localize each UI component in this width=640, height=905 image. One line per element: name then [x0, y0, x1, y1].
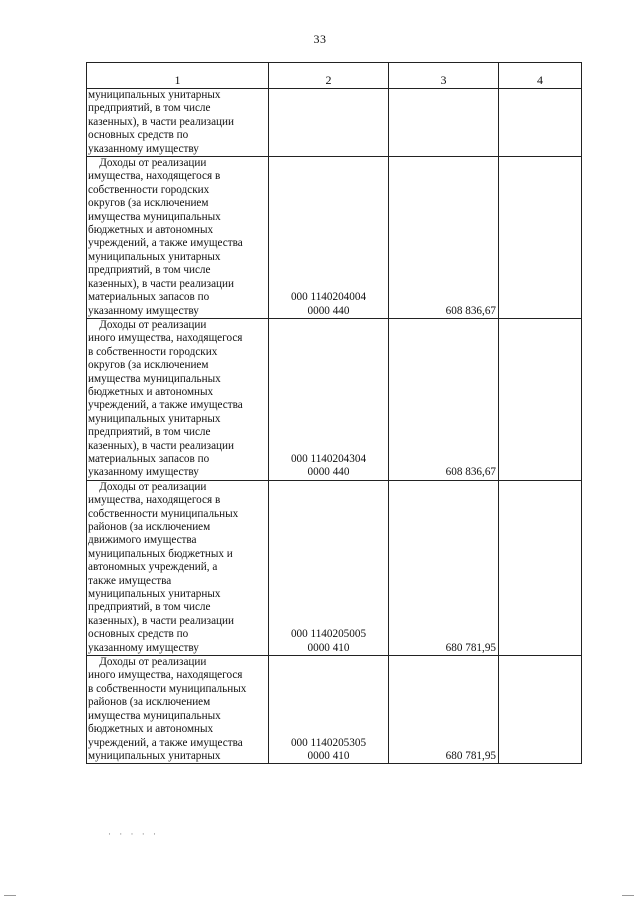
scan-edge-mark-left: [4, 895, 16, 896]
row-code: 000 1140205305 0000 410: [269, 656, 389, 764]
row-col4: [499, 89, 582, 157]
row-amount: 608 836,67: [389, 318, 499, 480]
row-amount: [389, 89, 499, 157]
row-amount: 680 781,95: [389, 656, 499, 764]
row-code: 000 1140205005 0000 410: [269, 480, 389, 655]
row-code: 000 1140204304 0000 440: [269, 318, 389, 480]
scan-artifact: · · · · ·: [108, 829, 159, 839]
scan-edge-mark-right: [622, 895, 634, 896]
table-row: [87, 157, 582, 319]
column-header-4: 4: [499, 63, 582, 89]
row-description: муниципальных унитарных предприятий, в том числе казенных), в части реализации основных средств по указанному имуществу: [87, 89, 269, 157]
row-description: Доходы от реализации имущества, находящегося в собственности городских округов (за исключением имущества муниципальных бюджетных и автономных учреждений, а также имущества муниципальных унитарных предприятий, в том числе казенных), в части реализации материальных запасов по указанному имуществу: [87, 157, 269, 319]
row-col4: [499, 318, 582, 480]
revenue-table: [86, 62, 582, 764]
table-row: [87, 318, 582, 480]
row-description: Доходы от реализации иного имущества, находящегося в собственности городских округов (за исключением имущества муниципальных бюджетных и автономных учреждений, а также имущества муниципальных унитарных предприятий, в том числе казенных), в части реализации материальных запасов по указанному имуществу: [87, 318, 269, 480]
table-row: [87, 89, 582, 157]
row-code: 000 1140204004 0000 440: [269, 157, 389, 319]
row-description: Доходы от реализации имущества, находящегося в собственности муниципальных районов (за исключением движимого имущества муниципальных бюджетных и автономных учреждений, а также имущества муниципальных унитарных предприятий, в том числе казенных), в части реализации основных средств по указанному имуществу: [87, 480, 269, 655]
row-amount: 608 836,67: [389, 157, 499, 319]
column-header-1: 1: [87, 63, 269, 89]
table-row: [87, 480, 582, 655]
row-amount: 680 781,95: [389, 480, 499, 655]
page-number: 33: [313, 32, 327, 46]
row-col4: [499, 480, 582, 655]
column-header-3: 3: [389, 63, 499, 89]
table-header-row: [87, 63, 582, 89]
row-description: Доходы от реализации иного имущества, находящегося в собственности муниципальных районов (за исключением имущества муниципальных бюджетных и автономных учреждений, а также имущества муниципальных унитарных: [87, 656, 269, 764]
column-header-2: 2: [269, 63, 389, 89]
table-row: [87, 656, 582, 764]
row-col4: [499, 656, 582, 764]
row-col4: [499, 157, 582, 319]
row-code: [269, 89, 389, 157]
